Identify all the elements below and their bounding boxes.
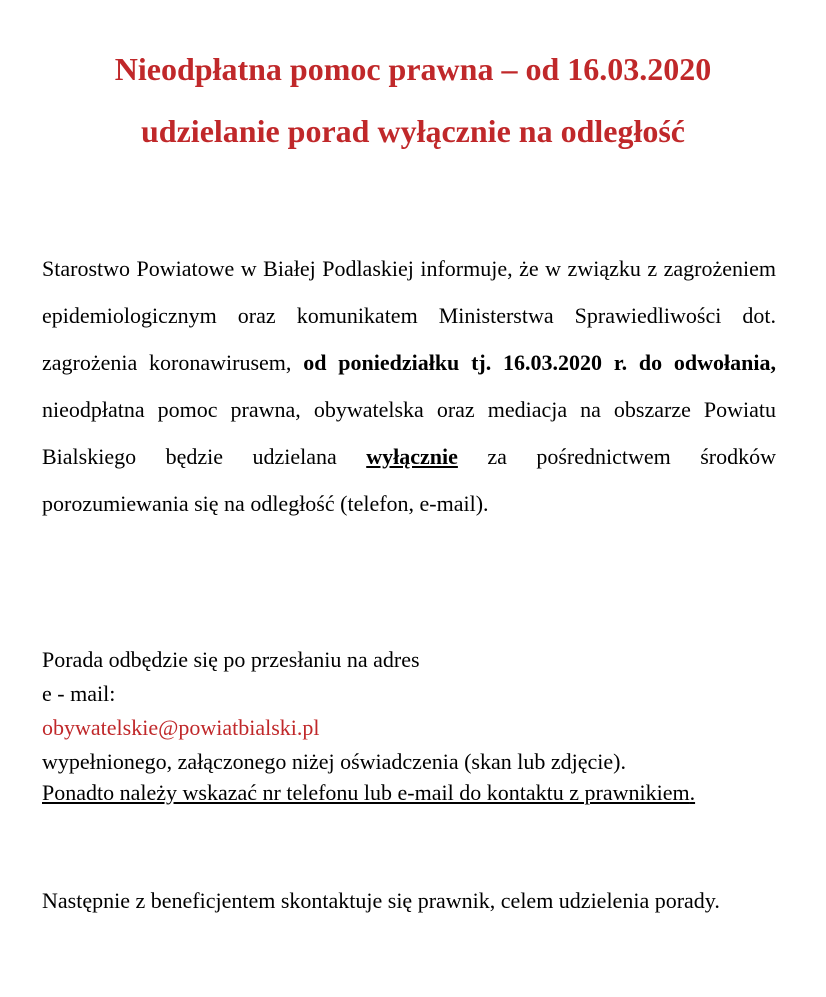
email-instructions-line-3: wypełnionego, załączonego niżej oświadczenia (skan lub zdjęcie).	[42, 749, 626, 774]
announcement-date-range: od poniedziałku tj. 16.03.2020 r. do odwołania,	[303, 350, 776, 375]
lawyer-contact-note: Następnie z beneficjentem skontaktuje się prawnik, celem udzielenia porady.	[42, 888, 720, 913]
email-instructions-line-2	[42, 677, 776, 745]
email-instructions-line-1: Porada odbędzie się po przesłaniu na adres	[42, 647, 420, 672]
announcement-text-c: za pośrednictwem środków porozumiewania się na odległość (telefon, e-mail).	[42, 444, 777, 516]
title-line-1: Nieodpłatna pomoc prawna – od 16.03.2020	[114, 51, 712, 87]
title-line-2: udzielanie porad wyłącznie na odległość	[141, 113, 685, 149]
email-instructions	[42, 643, 776, 779]
announcement-paragraph	[42, 245, 776, 527]
email-prefix: e - mail:	[42, 681, 116, 706]
announcement-text-b: nieodpłatna pomoc prawna, obywatelska oraz mediacja na obszarze Powiatu Bialskiego będzie udzielana	[42, 397, 776, 469]
page-title	[0, 38, 826, 162]
announcement-exclusively: wyłącznie	[366, 444, 458, 469]
contact-requirement-text: Ponadto należy wskazać nr telefonu lub e-mail do kontaktu z prawnikiem	[42, 780, 690, 805]
email-link[interactable]: obywatelskie@powiatbialski.pl	[42, 715, 320, 740]
contact-requirement-period: .	[689, 780, 696, 805]
announcement-text-a: Starostwo Powiatowe w Białej Podlaskiej informuje, że w związku z zagrożeniem epidemiologicznym oraz komunikatem Ministerstwa Sprawiedliwości dot. zagrożenia koronawirusem,	[42, 256, 776, 375]
contact-requirement	[42, 776, 776, 810]
